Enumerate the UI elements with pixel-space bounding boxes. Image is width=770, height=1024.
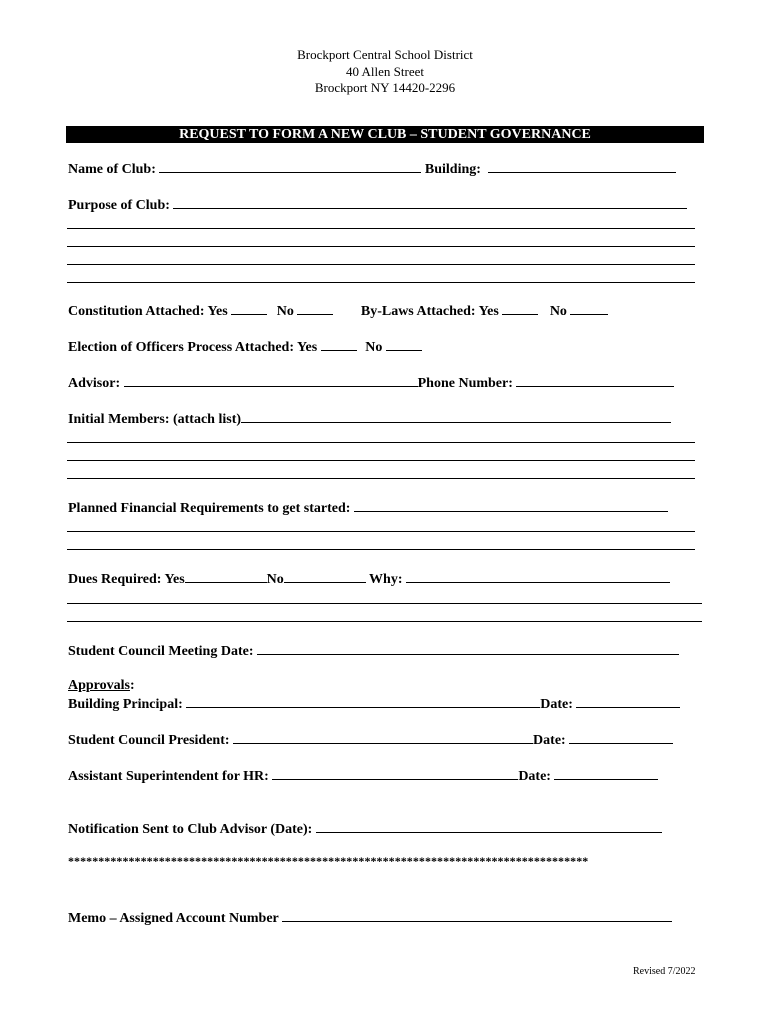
financial-row [68,499,668,517]
bylaws-no-label: No [549,304,567,319]
building-principal-field[interactable] [186,695,540,708]
council-president-row [68,731,673,749]
purpose-line-2[interactable] [67,246,695,247]
building-field[interactable] [488,160,676,173]
purpose-line-3[interactable] [67,264,695,265]
name-of-club-field[interactable] [159,160,421,173]
superintendent-date-label: Date: [518,769,551,784]
financial-label: Planned Financial Requirements to get started: [68,501,351,516]
asst-superintendent-field[interactable] [272,767,518,780]
financial-field[interactable] [354,499,668,512]
initial-members-field[interactable] [241,410,671,423]
members-line-1[interactable] [67,442,695,443]
members-line-3[interactable] [67,478,695,479]
dues-line-1[interactable] [67,603,702,604]
memo-field[interactable] [282,909,672,922]
advisor-label: Advisor: [68,376,121,391]
superintendent-date-field[interactable] [554,767,658,780]
bylaws-yes-label: Yes [478,304,499,319]
purpose-row [68,196,687,214]
principal-date-label: Date: [540,697,573,712]
name-of-club-row [68,160,676,178]
president-date-field[interactable] [569,731,673,744]
bylaws-label: By-Laws Attached: [360,304,476,319]
constitution-yes-field[interactable] [231,302,267,315]
building-principal-row [68,695,680,713]
president-date-label: Date: [533,733,566,748]
constitution-yes-label: Yes [207,304,228,319]
form-title: REQUEST TO FORM A NEW CLUB – STUDENT GOVERNANCE [66,126,704,143]
memo-label: Memo – Assigned Account Number [68,911,279,926]
asst-superintendent-label: Assistant Superintendent for HR: [68,769,269,784]
notification-field[interactable] [316,820,662,833]
building-principal-label: Building Principal: [68,697,183,712]
dues-label: Dues Required: Yes [68,572,185,587]
district-name: Brockport Central School District [297,47,473,62]
dues-no-label: No [266,572,284,587]
meeting-date-row [68,642,679,660]
members-line-2[interactable] [67,460,695,461]
meeting-date-label: Student Council Meeting Date: [68,644,254,659]
constitution-no-label: No [276,304,294,319]
notification-label: Notification Sent to Club Advisor (Date): [68,822,313,837]
separator-line: ************************************************************************************** [68,854,589,868]
asst-superintendent-row [68,767,658,785]
revised-date: Revised 7/2022 [633,966,696,977]
financial-line-2[interactable] [67,549,695,550]
phone-field[interactable] [516,374,674,387]
purpose-label: Purpose of Club: [68,198,170,213]
district-header [0,47,770,97]
purpose-line-1[interactable] [67,228,695,229]
council-president-label: Student Council President: [68,733,230,748]
memo-row [68,909,672,927]
name-of-club-label: Name of Club: [68,162,156,177]
dues-line-2[interactable] [67,621,702,622]
dues-row [68,570,670,588]
approvals-colon: : [129,678,135,693]
bylaws-yes-field[interactable] [502,302,538,315]
election-no-field[interactable] [386,338,422,351]
constitution-row [68,302,608,320]
why-field[interactable] [406,570,670,583]
dues-no-field[interactable] [284,570,366,583]
district-city: Brockport NY 14420-2296 [314,80,456,95]
phone-label: Phone Number: [417,376,513,391]
purpose-field[interactable] [173,196,687,209]
election-yes-field[interactable] [321,338,357,351]
advisor-field[interactable] [124,374,418,387]
meeting-date-field[interactable] [257,642,679,655]
district-street: 40 Allen Street [346,63,424,79]
why-label: Why: [369,572,403,587]
advisor-row [68,374,674,392]
council-president-field[interactable] [233,731,533,744]
election-row [68,338,422,356]
initial-members-row [68,410,671,428]
notification-row [68,820,662,838]
election-label: Election of Officers Process Attached: Yes [68,340,318,355]
constitution-no-field[interactable] [297,302,333,315]
dues-yes-field[interactable] [185,570,267,583]
approvals-heading [68,678,135,694]
purpose-line-4[interactable] [67,282,695,283]
constitution-label: Constitution Attached: [68,304,205,319]
principal-date-field[interactable] [576,695,680,708]
approvals-label: Approvals [68,678,130,693]
building-label: Building: [424,162,481,177]
initial-members-label: Initial Members: (attach list) [68,412,242,427]
financial-line-1[interactable] [67,531,695,532]
election-no-label: No [365,340,383,355]
bylaws-no-field[interactable] [570,302,608,315]
